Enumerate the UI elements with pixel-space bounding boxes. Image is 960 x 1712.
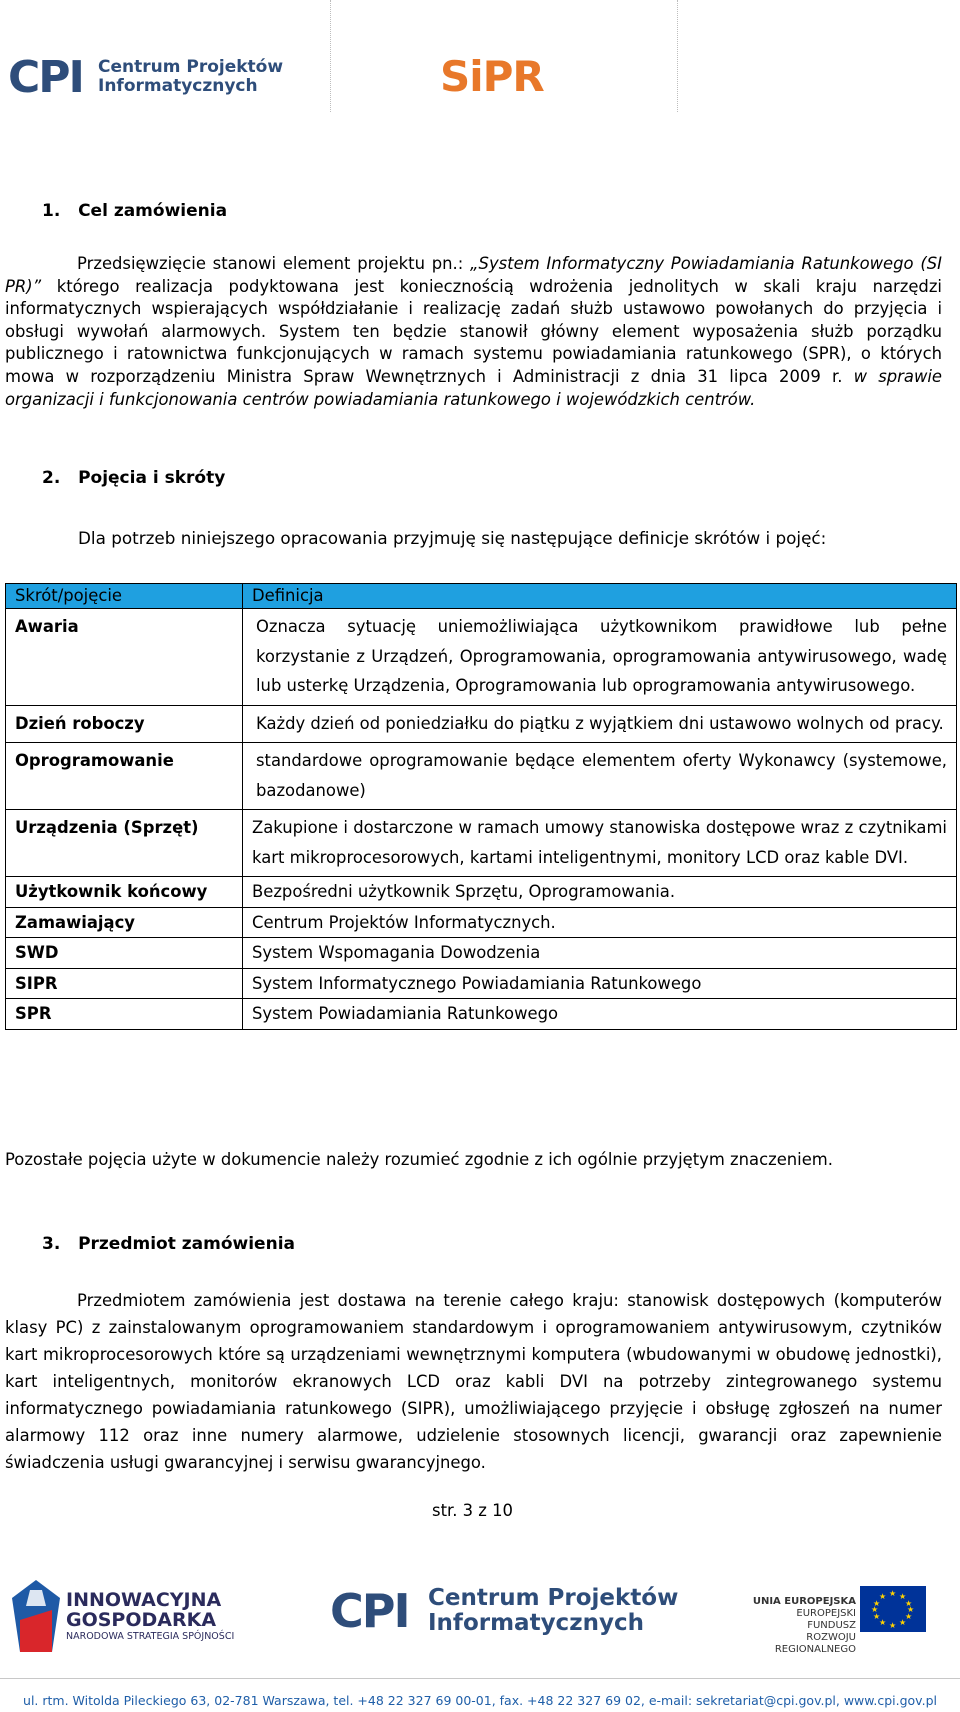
definition-cell: Centrum Projektów Informatycznych. — [243, 907, 957, 938]
definition-cell: System Powiadamiania Ratunkowego — [243, 999, 957, 1030]
definition-cell: Zakupione i dostarczone w ramach umowy stanowiska dostępowe wraz z czytnikami kart mikroprocesorowych, kartami inteligentnymi, monitory LCD oraz kable DVI. — [243, 810, 957, 877]
table-row — [6, 609, 957, 706]
definition-cell: System Wspomagania Dowodzenia — [243, 938, 957, 969]
section-heading-2: 2. Pojęcia i skróty — [42, 468, 226, 488]
sipr-logo: SiPR — [440, 52, 544, 101]
section-1-paragraph: Przedsięwzięcie stanowi element projektu pn.: „System Informatyczny Powiadamiania Ratunkowego (SI PR)” którego realizacja podyktowana jest koniecznością wdrożenia jednolitych w skali kraju narzędzi informatycznych wspierających współdziałanie i realizację zadań służb ustawowo powołanych do przyjęcia i obsługi wywołań alarmowych. System ten będzie stanowił główny element wyposażenia służb porządku publicznego i ratownictwa funkcjonujących w ramach systemu powiadamiania ratunkowego (SPR), o których mowa w rozporządzeniu Ministra Spraw Wewnętrznych i Administracji z dnia 31 lipca 2009 r. w sprawie organizacji i funkcjonowania centrów powiadamiania ratunkowego i wojewódzkich centrów. — [5, 254, 942, 409]
footer-cpi-logo-mark: CPI — [330, 1584, 409, 1638]
term-cell: Dzień roboczy — [6, 705, 243, 743]
table-row — [6, 968, 957, 999]
definition-cell: standardowe oprogramowanie będące elementem oferty Wykonawcy (systemowe, bazodanowe) — [243, 743, 957, 810]
table-row — [6, 877, 957, 908]
definition-cell: Każdy dzień od poniedziałku do piątku z wyjątkiem dni ustawowo wolnych od pracy. — [243, 705, 957, 743]
cpi-logo — [8, 52, 83, 103]
term-cell: SIPR — [6, 968, 243, 999]
table-header-term: Skrót/pojęcie — [6, 584, 243, 609]
innowacyjna-gospodarka-logo: INNOWACYJNA GOSPODARKA NARODOWA STRATEGIA SPÓJNOŚCI — [66, 1589, 235, 1642]
table-row — [6, 999, 957, 1030]
eu-logo-text: UNIA EUROPEJSKA EUROPEJSKI FUNDUSZ ROZWOJU REGIONALNEGO — [752, 1596, 856, 1655]
cpi-logo-mark: CPI — [8, 52, 83, 103]
term-cell: Użytkownik końcowy — [6, 877, 243, 908]
footer — [0, 1572, 960, 1712]
section-2-intro: Dla potrzeb niniejszego opracowania przyjmuję się następujące definicje skrótów i pojęć: — [78, 528, 827, 548]
section-3-paragraph: Przedmiotem zamówienia jest dostawa na terenie całego kraju: stanowisk dostępowych (komputerów klasy PC) z zainstalowanym oprogramowaniem standardowym i oprogramowaniem antywirusowym, czytników kart mikroprocesorowych które są urządzeniami wewnętrznymi komputera (wbudowanymi w obudowę jednostki), kart inteligentnych, monitorów ekranowych LCD oraz kabli DVI na potrzeby zintegrowanego systemu informatycznego powiadamiania ratunkowego (SIPR), umożliwiającego przyjęcie i obsługę zgłoszeń na numer alarmowy 112 oraz inne numery alarmowe, udzielenie stosownych licencji, gwarancji oraz zapewnienie świadczenia usługi gwarancyjnej i serwisu gwarancyjnego. — [5, 1291, 942, 1472]
definition-cell: System Informatycznego Powiadamiania Ratunkowego — [243, 968, 957, 999]
header-divider — [330, 0, 331, 112]
term-cell: Awaria — [6, 609, 243, 706]
section-heading-1: 1. Cel zamówienia — [42, 201, 228, 221]
table-row — [6, 743, 957, 810]
footer-address: ul. rtm. Witolda Pileckiego 63, 02-781 Warszawa, tel. +48 22 327 69 00-01, fax. +48 22 327 69 02, e-mail: sekretariat@cpi.gov.pl, www.cpi.gov.pl — [23, 1693, 937, 1708]
eu-flag-icon: ★ ★ ★ ★ ★ ★ ★ ★ ★ ★ ★ ★ — [860, 1586, 926, 1632]
term-cell: SPR — [6, 999, 243, 1030]
term-cell: SWD — [6, 938, 243, 969]
term-cell: Zamawiający — [6, 907, 243, 938]
table-row — [6, 705, 957, 743]
page-number: str. 3 z 10 — [432, 1501, 513, 1520]
table-header-row — [6, 584, 957, 609]
section-heading-3: 3. Przedmiot zamówienia — [42, 1234, 295, 1254]
section-2-outro: Pozostałe pojęcia użyte w dokumencie należy rozumieć zgodnie z ich ogólnie przyjętym znaczeniem. — [5, 1150, 833, 1169]
table-header-definition: Definicja — [243, 584, 957, 609]
term-cell: Urządzenia (Sprzęt) — [6, 810, 243, 877]
footer-divider — [0, 1678, 960, 1679]
innowacyjna-gospodarka-emblem — [12, 1580, 60, 1652]
header-divider — [677, 0, 678, 112]
term-cell: Oprogramowanie — [6, 743, 243, 810]
definitions-table — [5, 583, 957, 1030]
footer-cpi-logo-text: Centrum Projektów Informatycznych — [428, 1585, 679, 1636]
definition-cell: Oznacza sytuację uniemożliwiająca użytkownikom prawidłowe lub pełne korzystanie z Urządzeń, Oprogramowania, oprogramowania antywirusowego, wadę lub usterkę Urządzenia, Oprogramowania lub oprogramowania antywirusowego. — [243, 609, 957, 706]
table-row — [6, 938, 957, 969]
table-row — [6, 907, 957, 938]
table-row — [6, 810, 957, 877]
definition-cell: Bezpośredni użytkownik Sprzętu, Oprogramowania. — [243, 877, 957, 908]
cpi-logo-text: Centrum Projektów Informatycznych — [98, 57, 284, 96]
